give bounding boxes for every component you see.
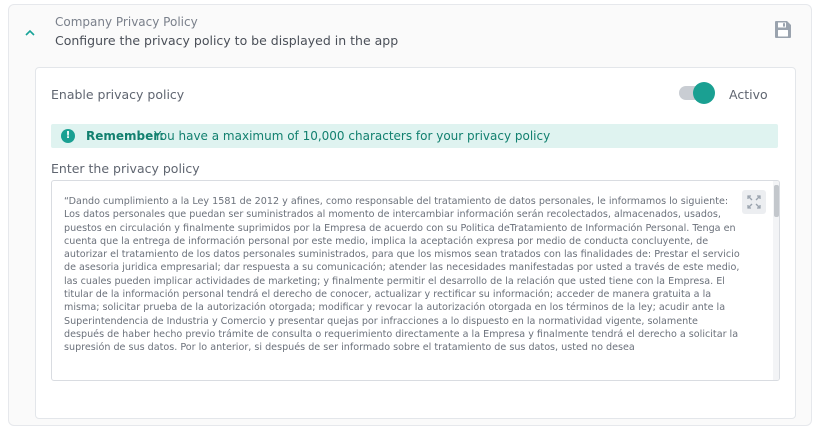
policy-text[interactable]: “Dando cumplimiento a la Ley 1581 de 2012 y afines, como responsable del tratamiento de datos personales, le informamos lo siguiente: Los datos personales que puedan ser suministrados al momento de intercambiar información serán recolectados, almacenados, usados, puestos en circulación y finalmente suprimidos por la Empresa de acuerdo con su Politica deTratamiento de Información Personal. Tenga en cuenta que la entrega de información personal por este medio, implica la aceptación expresa por medio de conducta concluyente, de autorizar el tratamiento de los datos personales suministrados, para que los mismos sean tratados con las finalidades de: Prestar el servicio de asesoria juridica empresarial; dar respuesta a su comunicación; atender las necesidades manifestadas por usted a través de este medio, las cuales pueden implicar actividades de marketing; y finalmente permitir el desarrollo de la relación que usted tiene con la Empresa. El titular de la información personal tendrá el derecho de conocer, actualizar y rectificar su información; acceder de manera gratuita a la misma; solicitar prueba de la autorización otorgada; modificar y revocar la autorización otorgada en los términos de la ley; acudir ante la Superintendencia de Industria y Comercio y presentar quejas por infracciones a lo dispuesto en la normatividad vigente, solamente después de haber hecho previo trámite de consulta o requerimiento directamente a la Empresa y finalmente tendrá el derecho a solicitar la supresión de sus datos. Por lo anterior, si después de ser informado sobre el tratamiento de sus datos, usted no desea [64, 196, 740, 354]
scrollbar-thumb[interactable] [774, 185, 779, 217]
info-circle-icon: ! [61, 129, 75, 143]
alert-strong: Remember: [86, 129, 164, 143]
save-svg [774, 20, 792, 39]
toggle-knob [693, 82, 715, 104]
expand-icon[interactable] [742, 190, 766, 214]
chevron-up-icon[interactable] [22, 27, 38, 43]
privacy-policy-textarea[interactable] [51, 180, 780, 381]
floppy-disk-icon[interactable] [774, 20, 792, 39]
enable-privacy-label: Enable privacy policy [51, 87, 185, 102]
enable-privacy-toggle[interactable] [679, 82, 717, 104]
alert-text: You have a maximum of 10,000 characters for your privacy policy [154, 129, 551, 143]
remember-alert [51, 124, 778, 148]
expand-svg [742, 190, 766, 214]
textarea-scrollbar[interactable] [773, 181, 779, 380]
card-subtitle: Configure the privacy policy to be displayed in the app [55, 33, 399, 48]
toggle-status-label: Activo [729, 87, 768, 102]
chevron-up-svg [24, 27, 36, 39]
card-title: Company Privacy Policy [55, 15, 198, 29]
policy-field-label: Enter the privacy policy [51, 161, 200, 176]
